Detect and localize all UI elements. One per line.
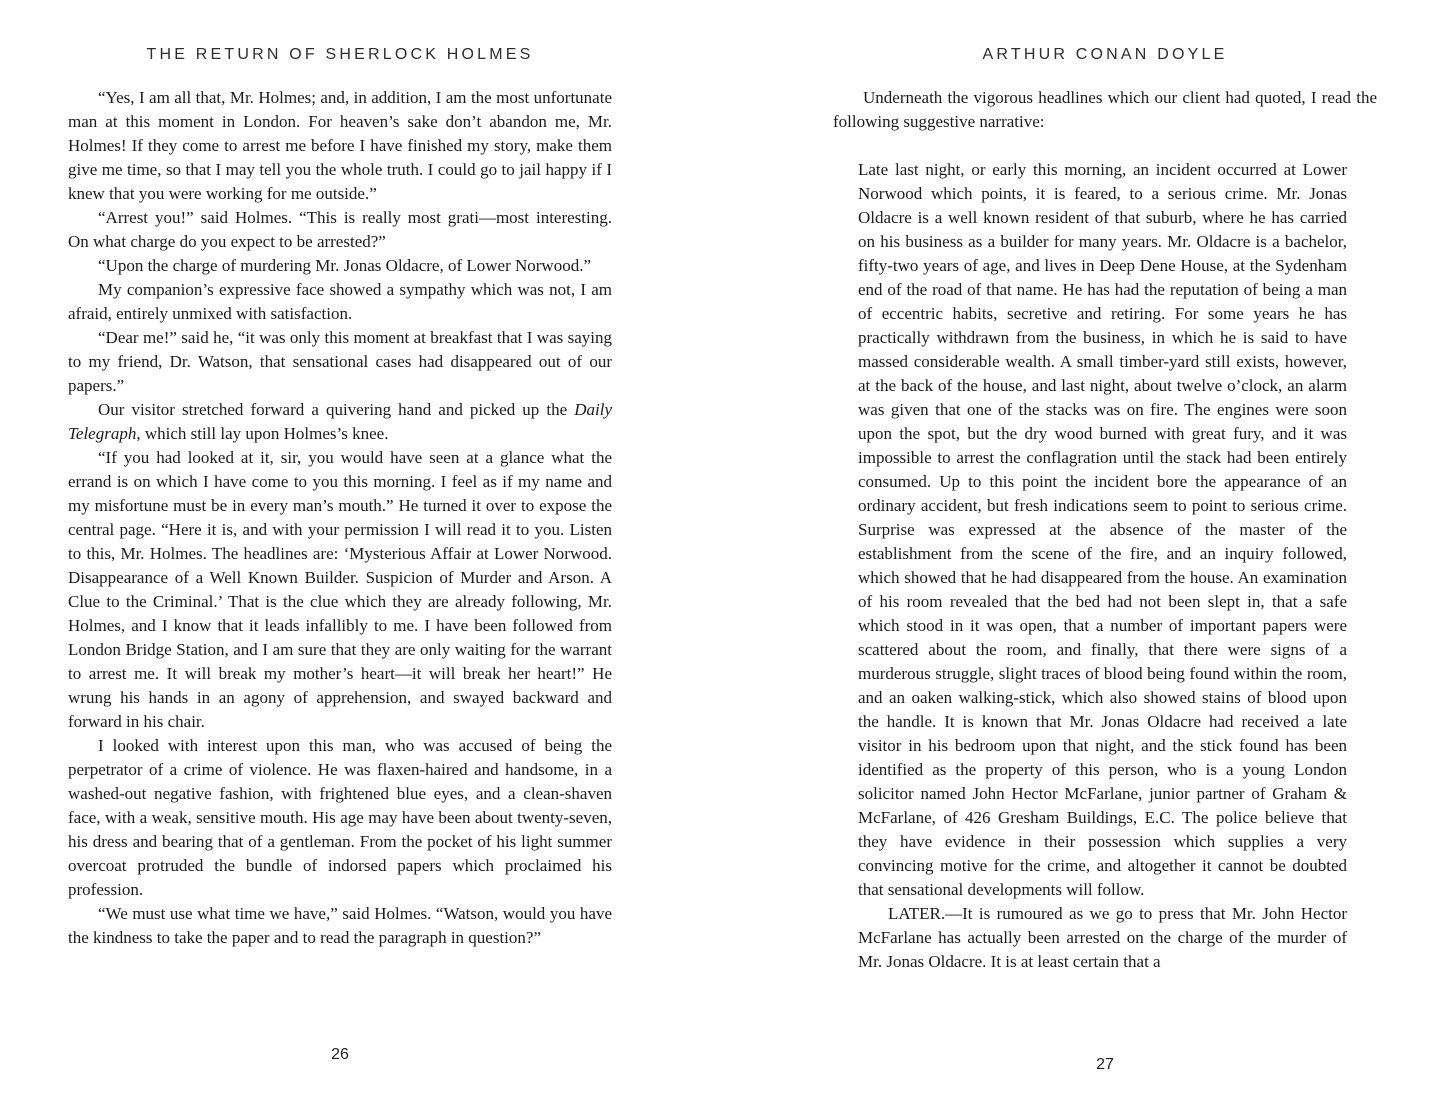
- text-run: Late last night, or early this morning, an incident occurred at Lower Norwood which points, it is feared, to a serious crime. Mr. Jonas Oldacre is a well known resident of that suburb, where he has carried on his business as a builder for many years. Mr. Oldacre is a bachelor, fifty-two years of age, and lives in Deep Dene House, at the Sydenham end of the road of that name. He has had the reputation of being a man of eccentric habits, secretive and retiring. For some years he has practically withdrawn from the business, in which he is said to have massed considerable wealth. A small timber-yard still exists, however, at the back of the house, and last night, about twelve o’clock, an alarm was given that one of the stacks was on fire. The engines were soon upon the spot, but the dry wood burned with great fury, and it was impossible to arrest the conflagration until the stack had been entirely consumed. Up to this point the incident bore the appearance of an ordinary accident, but fresh indications seem to point to serious crime. Surprise was expressed at the absence of the master of the establishment from the scene of the fire, and an inquiry followed, which showed that he had disappeared from the house. An examination of his room revealed that the bed had not been slept in, that a safe which stood in it was open, that a number of important papers were scattered about the room, and finally, that there were signs of a murderous struggle, slight traces of blood being found within the room, and an oaken walking-stick, which also showed stains of blood upon the handle. It is known that Mr. Jonas Oldacre had received a late visitor in his bedroom upon that night, and the stick found has been identified as the property of this person, who is a young London solicitor named John Hector McFarlane, junior partner of Graham & McFarlane, of 426 Gresham Buildings, E.C. The police believe that they have evidence in their possession which supplies a very convincing motive for the crime, and altogether it cannot be doubted that sensational developments will follow.: [858, 160, 1347, 899]
- page-right: [833, 0, 1377, 1101]
- running-header-author-name: ARTHUR CONAN DOYLE: [982, 46, 1228, 63]
- narrative-intro: [833, 86, 1377, 134]
- newspaper-extract: [858, 158, 1347, 974]
- text-run: Our visitor stretched forward a quivering hand and picked up the: [98, 400, 575, 419]
- paragraph: [68, 734, 612, 902]
- paragraph: [68, 278, 612, 326]
- paragraph: [833, 86, 1377, 134]
- text-run: “Arrest you!” said Holmes. “This is really most grati—most interesting. On what charge do you expect to be arrested?”: [68, 208, 612, 251]
- running-header-book-title: THE RETURN OF SHERLOCK HOLMES: [146, 46, 534, 63]
- paragraph: [68, 254, 612, 278]
- paragraph: [68, 446, 612, 734]
- text-run: Underneath the vigorous headlines which our client had quoted, I read the following suggestive narrative:: [833, 88, 1377, 131]
- page-left-body-text: [68, 86, 612, 950]
- paragraph: [858, 158, 1347, 902]
- text-run: “If you had looked at it, sir, you would have seen at a glance what the errand is on which I have come to you this morning. I feel as if my name and my misfortune must be in every man’s mouth.” He turned it over to expose the central page. “Here it is, and with your permission I will read it to you. Listen to this, Mr. Holmes. The headlines are: ‘Mysterious Affair at Lower Norwood. Disappearance of a Well Known Builder. Suspicion of Murder and Arson. A Clue to the Criminal.’ That is the clue which they are already following, Mr. Holmes, and I know that it leads infallibly to me. I have been followed from London Bridge Station, and I am sure that they are only waiting for the warrant to arrest me. It will break my mother’s heart—it will break her heart!” He wrung his hands in an agony of apprehension, and swayed backward and forward in his chair.: [68, 448, 612, 731]
- text-run: My companion’s expressive face showed a sympathy which was not, I am afraid, entirely unmixed with satisfaction.: [68, 280, 612, 323]
- text-run: “Yes, I am all that, Mr. Holmes; and, in addition, I am the most unfortunate man at this moment in London. For heaven’s sake don’t abandon me, Mr. Holmes! If they come to arrest me before I have finished my story, make them give me time, so that I may tell you the whole truth. I could go to jail happy if I knew that you were working for me outside.”: [68, 88, 612, 203]
- paragraph: [68, 902, 612, 950]
- italic-text: Daily Telegraph: [68, 400, 612, 443]
- text-run: “Dear me!” said he, “it was only this moment at breakfast that I was saying to my friend, Dr. Watson, that sensational cases had disappeared out of our papers.”: [68, 328, 612, 395]
- page-left: [68, 0, 612, 1101]
- page-number-right: 27: [1096, 1056, 1114, 1073]
- paragraph: [68, 326, 612, 398]
- page-number-left: 26: [331, 1046, 349, 1063]
- page-right-body-text: [833, 86, 1377, 974]
- text-run: , which still lay upon Holmes’s knee.: [136, 424, 389, 443]
- paragraph: [68, 398, 612, 446]
- text-run: “We must use what time we have,” said Holmes. “Watson, would you have the kindness to take the paper and to read the paragraph in question?”: [68, 904, 612, 947]
- text-run: LATER.—It is rumoured as we go to press that Mr. John Hector McFarlane has actually been arrested on the charge of the murder of Mr. Jonas Oldacre. It is at least certain that a: [858, 904, 1347, 971]
- paragraph: [68, 206, 612, 254]
- text-run: I looked with interest upon this man, who was accused of being the perpetrator of a crime of violence. He was flaxen-haired and handsome, in a washed-out negative fashion, with frightened blue eyes, and a clean-shaven face, with a weak, sensitive mouth. His age may have been about twenty-seven, his dress and bearing that of a gentleman. From the pocket of his light summer overcoat protruded the bundle of indorsed papers which proclaimed his profession.: [68, 736, 612, 899]
- paragraph: [68, 86, 612, 206]
- paragraph: [858, 902, 1347, 974]
- text-run: “Upon the charge of murdering Mr. Jonas Oldacre, of Lower Norwood.”: [98, 256, 592, 275]
